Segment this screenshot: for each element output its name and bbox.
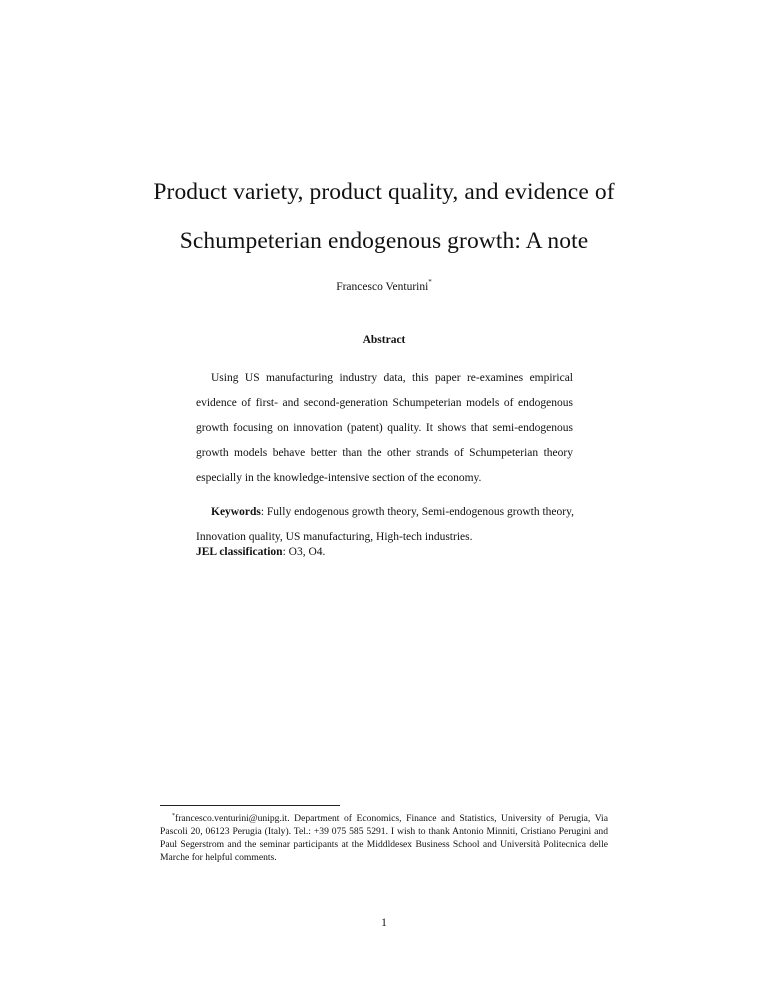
keywords-text: : Fully endogenous growth theory, Semi-endogenous growth theory, Innovation quality, US manufacturing, High-tech industries.: [196, 506, 574, 543]
paper-title-line-2: Schumpeterian endogenous growth: A note: [179, 228, 589, 254]
jel-text: : O3, O4.: [282, 546, 326, 558]
author-name: Francesco Venturini: [336, 280, 429, 293]
jel-label: JEL classification: [196, 546, 283, 558]
abstract-heading: Abstract: [362, 334, 406, 346]
footnote-text: francesco.venturini@unipg.it. Department of Economics, Finance and Statistics, University of Perugia, Via Pascoli 20, 06123 Perugia (Italy). Tel.: +39 075 585 5291. I wish to thank Antonio Minniti, Cristiano Perugini and Paul Segerstrom and the seminar participants at the Middldesex Business School and Università Politecnica delle Marche for helpful comments.: [160, 813, 608, 864]
author-footnote-mark: *: [428, 278, 432, 286]
page-number: 1: [381, 917, 387, 929]
jel-classification: [196, 546, 616, 558]
footnote-mark: *: [172, 813, 175, 819]
footnote: [160, 810, 608, 864]
paper-title-line-1: Product variety, product quality, and evidence of: [153, 179, 615, 205]
keywords: [196, 500, 616, 550]
author: [0, 279, 768, 293]
footnote-rule: [160, 805, 340, 806]
abstract-body: Using US manufacturing industry data, this paper re-examines empirical evidence of first- and second-generation Schumpeterian models of endogenous growth focusing on innovation (patent) quality. It shows that semi-endogenous growth models behave better than the other strands of Schumpeterian theory especially in the knowledge-intensive section of the economy.: [196, 372, 573, 484]
keywords-label: Keywords: [211, 506, 261, 518]
